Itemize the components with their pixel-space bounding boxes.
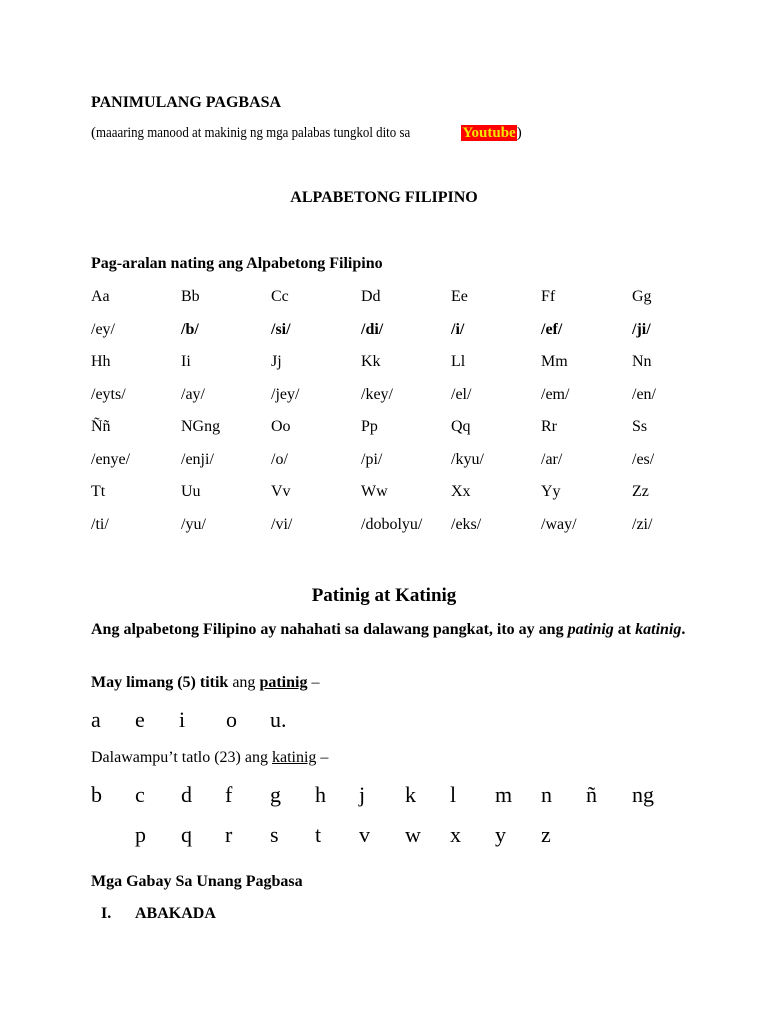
limang-mid: ang <box>228 674 260 691</box>
letter-cell: Xx <box>451 483 471 500</box>
pronunciation-cell: /ey/ <box>91 320 115 338</box>
letter-cell: Ll <box>451 353 466 370</box>
pronunciation-cell: /si/ <box>271 320 291 338</box>
letter-cell: Mm <box>541 353 568 370</box>
section-number: I. <box>101 905 112 922</box>
pronunciation-cell: /en/ <box>632 385 656 403</box>
pronunciation-cell: /es/ <box>632 450 655 468</box>
consonant-letter: t <box>315 822 322 847</box>
consonant-letter: w <box>405 822 421 847</box>
letter-cell: Zz <box>632 483 649 500</box>
letter-cell: Cc <box>271 288 289 305</box>
youtube-note <box>91 125 522 142</box>
consonant-letter: d <box>181 782 192 807</box>
vowel-letter: u. <box>270 707 287 732</box>
limang-bold: May limang (5) titik <box>91 674 229 691</box>
consonant-letter: k <box>405 782 416 807</box>
consonant-letter: c <box>135 782 145 807</box>
letter-cell: Bb <box>181 288 200 305</box>
pronunciation-cell: /zi/ <box>632 515 653 533</box>
alphabet-intro: Pag-aralan nating ang Alpabetong Filipino <box>91 255 383 272</box>
pronunciation-cell: /vi/ <box>271 515 293 533</box>
letter-cell: Pp <box>361 418 378 435</box>
consonant-letter: y <box>495 822 506 847</box>
pronunciation-cell: /key/ <box>361 385 393 403</box>
consonant-letter: p <box>135 822 146 847</box>
para-patinig: patinig <box>567 621 614 638</box>
section-label: ABAKADA <box>135 905 216 922</box>
consonant-letter: b <box>91 782 102 807</box>
pronunciation-cell: /ar/ <box>541 450 563 468</box>
limang-end: – <box>307 674 320 691</box>
vowel-letter: e <box>135 707 145 732</box>
consonant-letter: v <box>359 822 370 847</box>
pronunciation-cell: /way/ <box>541 515 577 533</box>
vowel-letter: i <box>179 707 186 732</box>
dalawa-katinig: katinig <box>271 749 317 766</box>
letter-cell: Vv <box>271 483 291 500</box>
consonant-letter: m <box>495 782 513 807</box>
consonant-letter: q <box>181 822 192 847</box>
pronunciation-cell: /eyts/ <box>91 385 126 403</box>
consonant-letter: f <box>225 782 233 807</box>
pronunciation-cell: /ay/ <box>181 385 205 403</box>
pronunciation-cell: /ti/ <box>91 515 109 533</box>
patinig-katinig-title: Patinig at Katinig <box>311 585 457 606</box>
consonant-letter: r <box>225 822 233 847</box>
pronunciation-cell: /ji/ <box>632 320 651 338</box>
pronunciation-cell: /ef/ <box>541 320 563 338</box>
para-katinig: katinig <box>635 621 682 638</box>
letter-cell: Rr <box>541 418 557 435</box>
letter-cell: Gg <box>632 288 652 305</box>
letter-cell: Qq <box>451 418 471 435</box>
pronunciation-cell: /o/ <box>271 450 288 468</box>
letter-cell: Jj <box>271 353 282 370</box>
pronunciation-cell: /eks/ <box>451 515 482 533</box>
consonant-letter: ñ <box>586 782 597 807</box>
letter-cell: Ññ <box>91 418 111 435</box>
para-text-2: at <box>613 621 636 638</box>
note-text: maaaring manood at makinig ng mga palabas tungkol dito sa <box>96 125 411 141</box>
pronunciation-cell: /enji/ <box>181 450 214 468</box>
limang-patinig: patinig <box>259 674 308 691</box>
pronunciation-cell: /enye/ <box>91 450 131 468</box>
consonant-letter: s <box>270 822 279 847</box>
letter-cell: Yy <box>541 483 561 500</box>
letter-cell: NGng <box>181 418 221 435</box>
pronunciation-cell: /b/ <box>181 320 199 338</box>
pronunciation-cell: /i/ <box>451 320 465 338</box>
consonant-letter: n <box>541 782 552 807</box>
page-title: PANIMULANG PAGBASA <box>91 94 282 111</box>
pronunciation-cell: /el/ <box>451 385 472 403</box>
vowel-letter: o <box>226 707 237 732</box>
consonant-letter: g <box>270 782 281 807</box>
pronunciation-cell: /kyu/ <box>451 450 484 468</box>
letter-cell: Aa <box>91 288 110 305</box>
consonant-letter: z <box>541 822 551 847</box>
letter-cell: Ww <box>361 483 388 500</box>
letter-cell: Oo <box>271 418 291 435</box>
consonant-letter: x <box>450 822 461 847</box>
letter-cell: Dd <box>361 288 381 305</box>
vowel-letter: a <box>91 707 101 732</box>
consonant-letter: ng <box>632 782 654 807</box>
pronunciation-cell: /di/ <box>361 320 384 338</box>
para-text-1: Ang alpabetong Filipino ay nahahati sa dalawang pangkat, ito ay ang <box>91 621 568 638</box>
pronunciation-cell: /yu/ <box>181 515 206 533</box>
guide-title: Mga Gabay Sa Unang Pagbasa <box>91 873 303 890</box>
dalawa-end: – <box>316 749 329 766</box>
consonant-letter: j <box>359 782 366 807</box>
letter-cell: Ii <box>181 353 191 370</box>
dalawa-line <box>91 749 328 767</box>
pronunciation-cell: /em/ <box>541 385 570 403</box>
para-end: . <box>681 621 686 638</box>
letter-cell: Nn <box>632 353 652 370</box>
note-close-paren: ) <box>516 125 522 141</box>
pangkat-paragraph <box>91 619 691 641</box>
letter-cell: Ee <box>451 288 468 305</box>
letter-cell: Ss <box>632 418 648 435</box>
letter-cell: Kk <box>361 353 381 370</box>
consonant-letter: h <box>315 782 326 807</box>
pronunciation-cell: /pi/ <box>361 450 383 468</box>
pronunciation-cell: /jey/ <box>271 385 300 403</box>
consonant-letter: l <box>450 782 457 807</box>
letter-cell: Uu <box>181 483 201 500</box>
letter-cell: Hh <box>91 353 111 370</box>
letter-cell: Ff <box>541 288 556 305</box>
youtube-highlight: Youtube <box>462 125 516 141</box>
limang-line <box>91 674 319 692</box>
letter-cell: Tt <box>91 483 106 500</box>
note-open-paren: ( <box>91 125 96 141</box>
dalawa-text: Dalawampu’t tatlo (23) ang <box>91 749 272 766</box>
pronunciation-cell: /dobolyu/ <box>361 515 423 533</box>
alphabet-title: ALPABETONG FILIPINO <box>290 189 478 206</box>
